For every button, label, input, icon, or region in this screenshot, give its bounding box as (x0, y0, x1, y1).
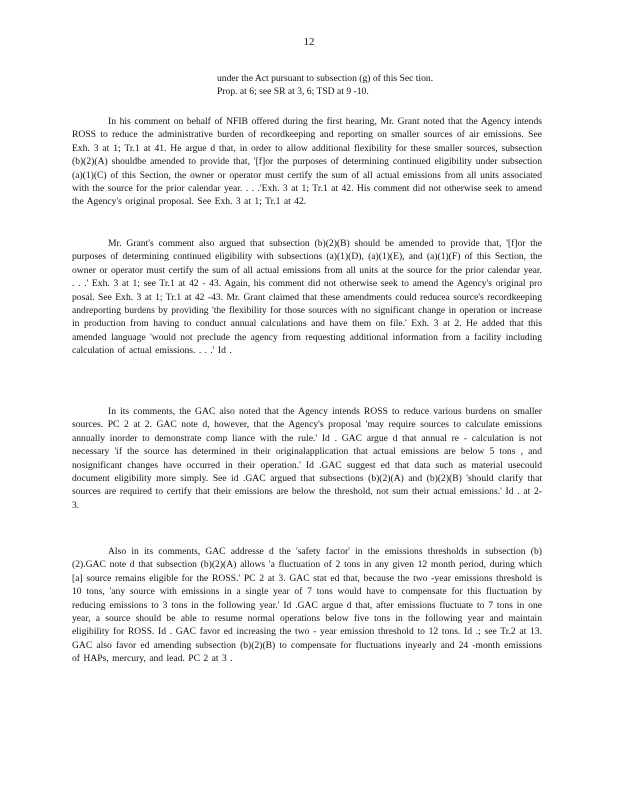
intro-line: Prop. at 6; see SR at 3, 6; TSD at 9 -10. (217, 86, 369, 97)
page-number: 12 (303, 36, 315, 48)
paragraph-grant-comment: Mr. Grant's comment also argued that subsection (b)(2)(B) should be amended to provide that, '[f]or the purposes of determining continued eligibility with subsections (a)(1)(D), (a)(1)(E), and (a)(1)(F) of this Section, the owner or operator must certify the sum of all actual emissions from all units at the source for the prior calendar year. . . .' Exh. 3 at 1; see Tr.1 at 42 - 43. Again, his comment did not otherwise seek to amend the Agency's original pro posal. See Exh. 3 at 1; Tr.1 at 42 -43. Mr. Grant claimed that these amendments could reducea source's recordkeeping andreporting burdens by providing 'the flexibility for those sources with no significant change in operation or increase in production from having to conduct annual calculations and have them on file.' Exh. 3 at 2. He added that this amended language 'would not preclude the agency from requesting additional information from a facility including calculation of actual emissions. . . .' Id . (72, 238, 542, 357)
intro-line: under the Act pursuant to subsection (g) of this Sec tion. (217, 73, 434, 84)
intro-block (217, 72, 537, 98)
paragraph-nfib-comment: In his comment on behalf of NFIB offered during the first hearing, Mr. Grant noted that the Agency intends ROSS to reduce the administrative burden of recordkeeping and reporting on smaller sources of air emissions. See Exh. 3 at 1; Tr.1 at 41. He argue d that, in order to allow additional flexibility for these smaller sources, subsection (b)(2)(A) shouldbe amended to provide that, '[f]or the purposes of determining continued eligibility under subsection (a)(1)(C) of this Section, the owner or operator must certify the sum of all actual emissions from all units associated with the source for the prior calendar year. . . .'Exh. 3 at 1; Tr.1 at 42. His comment did not otherwise seek to amend the Agency's original proposal. See Exh. 3 at 1; Tr.1 at 42. (72, 116, 542, 208)
paragraph-gac-safety-factor: Also in its comments, GAC addresse d the 'safety factor' in the emissions thresholds in subsection (b)(2).GAC note d that subsection (b)(2)(A) allows 'a fluctuation of 2 tons in any given 12 month period, during which [a] source remains eligible for the ROSS.' PC 2 at 3. GAC stat ed that, because the two -year emissions threshold is 10 tons, 'any source with emissions in a single year of 7 tons would have to compensate for this fluctuation by reducing emissions to 3 tons in the following year.' Id .GAC argue d that, after emissions fluctuate to 7 tons in one year, a source should be able to resume normal operations below five tons in the following year and maintain eligibility for ROSS. Id . GAC favor ed increasing the two - year emission threshold to 12 tons. Id .; see Tr.2 at 13. GAC also favor ed amending subsection (b)(2)(B) to compensate for fluctuations inyearly and 24 -month emissions of HAPs, mercury, and lead. PC 2 at 3 . (72, 546, 542, 665)
paragraph-gac-comments: In its comments, the GAC also noted that the Agency intends ROSS to reduce various burdens on smaller sources. PC 2 at 2. GAC note d, however, that the Agency's proposal 'may require sources to calculate emissions annually inorder to demonstrate comp liance with the rule.' Id . GAC argue d that annual re - calculation is not necessary 'if the source has determined in their originalapplication that actual emissions are below 5 tons , and nosignificant changes have occurred in their operation.' Id .GAC suggest ed that data such as material usecould document eligibility more simply. See id .GAC argued that subsections (b)(2)(A) and (b)(2)(B) 'should clarify that sources are required to certify that their emissions are below the threshold, not sum their actual emissions.' Id . at 2-3. (72, 406, 542, 511)
